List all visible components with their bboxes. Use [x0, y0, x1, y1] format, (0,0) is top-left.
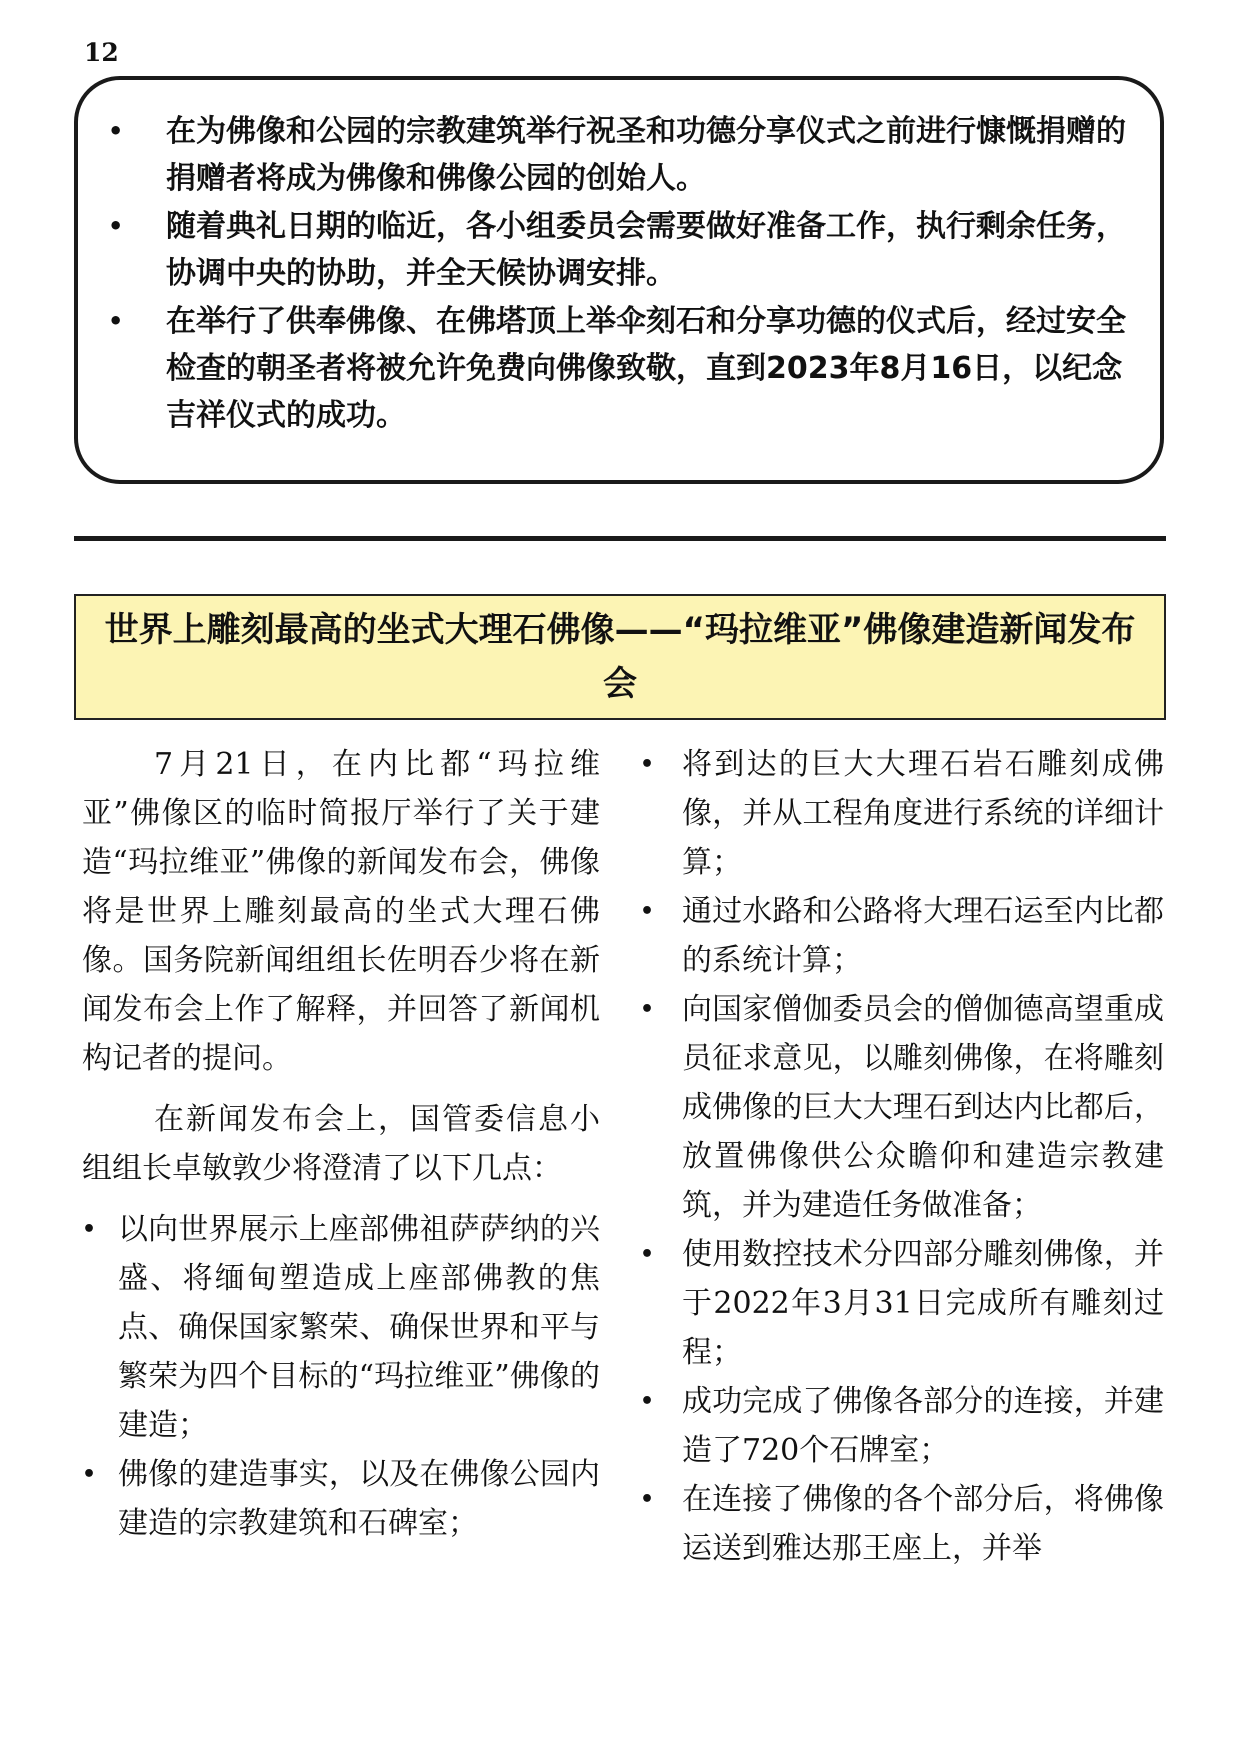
section-divider	[74, 536, 1166, 541]
article-headline: 世界上雕刻最高的坐式大理石佛像——“玛拉维亚”佛像建造新闻发布会	[104, 610, 1136, 704]
article-column-left	[82, 740, 600, 1548]
notice-list	[108, 108, 1134, 439]
list-item	[640, 1230, 1164, 1377]
article-paragraph: 在新闻发布会上，国管委信息小组组长卓敏敦少将澄清了以下几点：	[82, 1102, 600, 1186]
list-item-text: 通过水路和公路将大理石运至内比都的系统计算；	[682, 894, 1164, 978]
bullet-icon: •	[82, 1217, 97, 1242]
list-item-text: 以向世界展示上座部佛祖萨萨纳的兴盛、将缅甸塑造成上座部佛教的焦点、确保国家繁荣、确保世界和平与繁荣为四个目标的“玛拉维亚”佛像的建造；	[118, 1212, 600, 1443]
notice-item	[108, 203, 1134, 297]
bullet-icon: •	[640, 899, 655, 924]
list-item	[640, 887, 1164, 985]
headline-box	[74, 594, 1166, 720]
notice-box	[74, 76, 1164, 484]
page-number: 12	[84, 38, 119, 67]
notice-item-text: 在举行了供奉佛像、在佛塔顶上举伞刻石和分享功德的仪式后，经过安全检查的朝圣者将被允许免费向佛像致敬，直到2023年8月16日，以纪念吉祥仪式的成功。	[166, 304, 1126, 433]
bullet-icon: •	[108, 212, 124, 240]
bullet-icon: •	[640, 997, 655, 1022]
notice-item-text: 在为佛像和公园的宗教建筑举行祝圣和功德分享仪式之前进行慷慨捐赠的捐赠者将成为佛像和佛像公园的创始人。	[166, 114, 1126, 196]
left-bullet-list	[82, 1205, 600, 1548]
bullet-icon: •	[640, 1242, 655, 1267]
list-item	[640, 1377, 1164, 1475]
notice-item-text: 随着典礼日期的临近，各小组委员会需要做好准备工作，执行剩余任务，协调中央的协助，并全天候协调安排。	[166, 209, 1126, 291]
list-item-text: 向国家僧伽委员会的僧伽德高望重成员征求意见，以雕刻佛像，在将雕刻成佛像的巨大大理石到达内比都后，放置佛像供公众瞻仰和建造宗教建筑，并为建造任务做准备；	[682, 992, 1164, 1223]
article-column-right	[640, 740, 1164, 1573]
list-item-text: 佛像的建造事实，以及在佛像公园内建造的宗教建筑和石碑室；	[118, 1457, 600, 1541]
list-item	[640, 1475, 1164, 1573]
bullet-icon: •	[640, 752, 655, 777]
notice-item	[108, 298, 1134, 439]
bullet-icon: •	[640, 1389, 655, 1414]
list-item	[640, 985, 1164, 1230]
bullet-icon: •	[640, 1487, 655, 1512]
bullet-icon: •	[82, 1462, 97, 1487]
bullet-icon: •	[108, 117, 124, 145]
list-item-text: 成功完成了佛像各部分的连接，并建造了720个石牌室；	[682, 1384, 1164, 1468]
list-item	[82, 1450, 600, 1548]
list-item	[82, 1205, 600, 1450]
right-bullet-list	[640, 740, 1164, 1573]
notice-item	[108, 108, 1134, 202]
list-item-text: 在连接了佛像的各个部分后，将佛像运送到雅达那王座上，并举	[682, 1482, 1164, 1566]
article-paragraph: 7月21日，在内比都“玛拉维亚”佛像区的临时简报厅举行了关于建造“玛拉维亚”佛像的新闻发布会，佛像将是世界上雕刻最高的坐式大理石佛像。国务院新闻组组长佐明吞少将在新闻发布会上作了解释，并回答了新闻机构记者的提问。	[82, 747, 600, 1076]
list-item-text: 将到达的巨大大理石岩石雕刻成佛像，并从工程角度进行系统的详细计算；	[682, 747, 1164, 880]
bullet-icon: •	[108, 307, 124, 335]
list-item-text: 使用数控技术分四部分雕刻佛像，并于2022年3月31日完成所有雕刻过程；	[682, 1237, 1164, 1370]
list-item	[640, 740, 1164, 887]
